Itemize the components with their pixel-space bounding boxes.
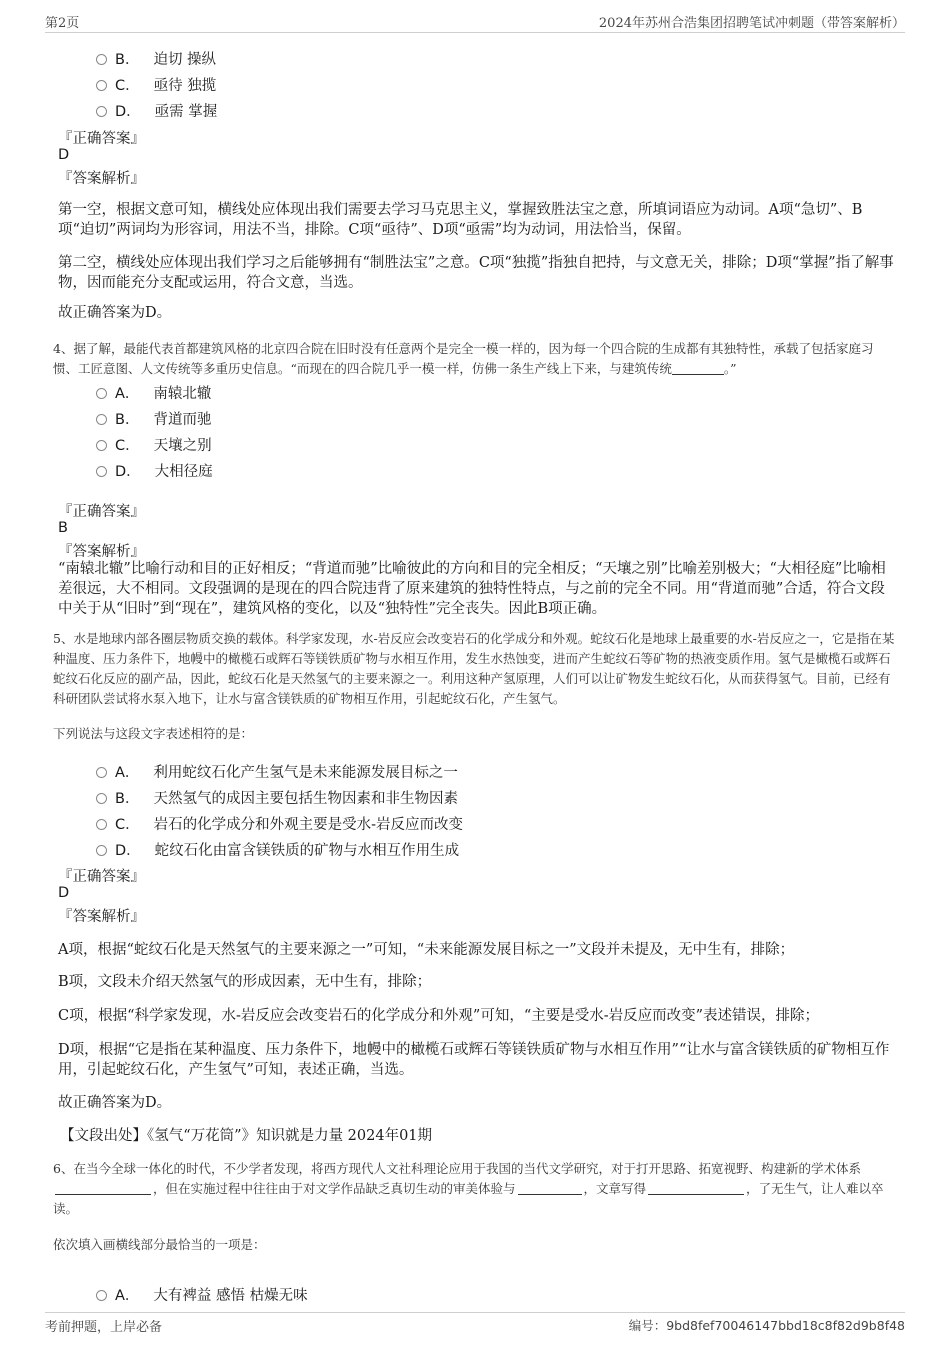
radio-icon[interactable] bbox=[96, 819, 107, 830]
q6-prompt: 依次填入画横线部分最恰当的一项是： bbox=[53, 1237, 266, 1252]
q5-prompt: 下列说法与这段文字表述相符的是： bbox=[53, 726, 254, 741]
q3-option-d[interactable]: D． 亟需 掌握 bbox=[96, 100, 217, 121]
q5-option-d[interactable]: D． 蛇纹石化由富含镁铁质的矿物与水相互作用生成 bbox=[96, 839, 459, 860]
q4-correct-label: 『正确答案』 bbox=[58, 504, 145, 520]
footer-slogan: 考前押题，上岸必备 bbox=[45, 1320, 163, 1335]
q5-correct-label: 『正确答案』 bbox=[58, 869, 145, 885]
q3-option-c[interactable]: C． 亟待 独揽 bbox=[96, 74, 216, 95]
radio-icon[interactable] bbox=[96, 1290, 107, 1301]
document-title: 2024年苏州合浩集团招聘笔试冲刺题（带答案解析） bbox=[598, 16, 905, 31]
q3-analysis-label: 『答案解析』 bbox=[58, 171, 145, 187]
radio-icon[interactable] bbox=[96, 845, 107, 856]
q4-option-a[interactable]: A． 南辕北辙 bbox=[96, 382, 211, 403]
q5-conclusion: 故正确答案为D。 bbox=[58, 1095, 172, 1111]
q4-option-d[interactable]: D． 大相径庭 bbox=[96, 460, 213, 481]
document-id: 编号：9bd8fef70046147bbd18c8f82d9b8f48 bbox=[628, 1318, 905, 1333]
radio-icon[interactable] bbox=[96, 80, 107, 91]
q5-explanation-b: B项，文段未介绍天然氢气的形成因素，无中生有，排除； bbox=[58, 974, 432, 990]
q5-explanation-c: C项，根据“科学家发现，水-岩反应会改变岩石的化学成分和外观”可知，“主要是受水-岩反应而改变”表述错误，排除； bbox=[58, 1008, 820, 1024]
radio-icon[interactable] bbox=[96, 767, 107, 778]
page-number: 第2页 bbox=[45, 16, 80, 31]
q4-option-b[interactable]: B． 背道而驰 bbox=[96, 408, 211, 429]
q3-correct-label: 『正确答案』 bbox=[58, 131, 145, 147]
q3-explanation-2: 第二空，横线处应体现出我们学习之后能够拥有“制胜法宝”之意。C项“独揽”指独自把持，与文意无关，排除；D项“掌握”指了解事物，因而能充分支配或运用，符合文意，当选。 bbox=[58, 255, 894, 291]
q4-analysis-label: 『答案解析』 bbox=[58, 544, 145, 560]
q5-analysis-label: 『答案解析』 bbox=[58, 909, 145, 925]
q4-explanation: “南辕北辙”比喻行动和目的正好相反；“背道而驰”比喻彼此的方向和目的完全相反；“天壤之别”比喻差别极大；“大相径庭”比喻相差很远，大不相同。文段强调的是现在的四合院违背了原来建筑的独特性特点，与之前的完全不同。用“背道而驰”合适，符合文段中关于从“旧时”到“现在”，建筑风格的变化，以及“独特性”完全丧失。因此B项正确。 bbox=[58, 561, 886, 617]
radio-icon[interactable] bbox=[96, 54, 107, 65]
q3-answer: D bbox=[58, 147, 70, 163]
q5-option-c[interactable]: C． 岩石的化学成分和外观主要是受水-岩反应而改变 bbox=[96, 813, 463, 834]
radio-icon[interactable] bbox=[96, 414, 107, 425]
radio-icon[interactable] bbox=[96, 106, 107, 117]
blank-line-2 bbox=[518, 1180, 582, 1195]
q3-conclusion: 故正确答案为D。 bbox=[58, 305, 172, 321]
q4-option-c[interactable]: C． 天壤之别 bbox=[96, 434, 212, 455]
q5-source: 【文段出处】《氢气“万花筒”》知识就是力量 2024年01期 bbox=[60, 1128, 433, 1144]
q4-stem: 4、据了解，最能代表首都建筑风格的北京四合院在旧时没有任意两个是完全一模一样的，因为每一个四合院的生成都有其独特性，承载了包括家庭习惯、工匠意图、人文传统等多重历史信息。“而现在的四合院几乎一模一样，仿佛一条生产线上下来，与建筑传统 。” bbox=[53, 341, 874, 376]
radio-icon[interactable] bbox=[96, 793, 107, 804]
radio-icon[interactable] bbox=[96, 388, 107, 399]
q4-answer: B bbox=[58, 520, 68, 536]
blank-line-3 bbox=[648, 1180, 744, 1195]
radio-icon[interactable] bbox=[96, 440, 107, 451]
q3-explanation-1: 第一空，根据文意可知，横线处应体现出我们需要去学习马克思主义，掌握致胜法宝之意，所填词语应为动词。A项“急切”、B项“迫切”两词均为形容词，用法不当，排除。C项“亟待”、D项“亟需”均为动词，用法恰当，保留。 bbox=[58, 202, 863, 238]
q5-option-a[interactable]: A． 利用蛇纹石化产生氢气是未来能源发展目标之一 bbox=[96, 761, 458, 782]
radio-icon[interactable] bbox=[96, 466, 107, 477]
blank-line-1 bbox=[55, 1180, 151, 1195]
page-footer bbox=[45, 1312, 905, 1335]
q3-option-b[interactable]: B． 迫切 操纵 bbox=[96, 48, 216, 69]
q6-stem: 6、在当今全球一体化的时代，不少学者发现，将西方现代人文社科理论应用于我国的当代文学研究，对于打开思路、拓宽视野、构建新的学术体系，但在实施过程中往往由于对文学作品缺乏真切生动的审美体验与 ，文章写得 ，了无生气，让人难以卒读。 bbox=[53, 1161, 884, 1216]
q5-stem: 5、水是地球内部各圈层物质交换的载体。科学家发现，水-岩反应会改变岩石的化学成分和外观。蛇纹石化是地球上最重要的水-岩反应之一，它是指在某种温度、压力条件下，地幔中的橄榄石或辉石等镁铁质矿物与水相互作用，发生水热蚀变，进而产生蛇纹石等矿物的热液变质作用。氢气是橄榄石或辉石蛇纹石化反应的副产品，因此，蛇纹石化是天然氢气的主要来源之一。利用这种产氢原理，人们可以让矿物发生蛇纹石化，从而获得氢气。目前，已经有科研团队尝试将水泵入地下，让水与富含镁铁质的矿物相互作用，引起蛇纹石化，产生氢气。 bbox=[53, 631, 895, 706]
blank-line bbox=[672, 360, 724, 375]
q5-explanation-d: D项，根据“它是指在某种温度、压力条件下，地幔中的橄榄石或辉石等镁铁质矿物与水相互作用”“让水与富含镁铁质的矿物相互作用，引起蛇纹石化，产生氢气”可知，表述正确，当选。 bbox=[58, 1042, 890, 1078]
q5-answer: D bbox=[58, 885, 70, 901]
q6-option-a[interactable]: A． 大有裨益 感悟 枯燥无味 bbox=[96, 1284, 308, 1305]
q5-explanation-a: A项，根据“蛇纹石化是天然氢气的主要来源之一”可知，“未来能源发展目标之一”文段并未提及，无中生有，排除； bbox=[58, 942, 795, 958]
q5-option-b[interactable]: B． 天然氢气的成因主要包括生物因素和非生物因素 bbox=[96, 787, 458, 808]
page-header bbox=[45, 10, 905, 33]
